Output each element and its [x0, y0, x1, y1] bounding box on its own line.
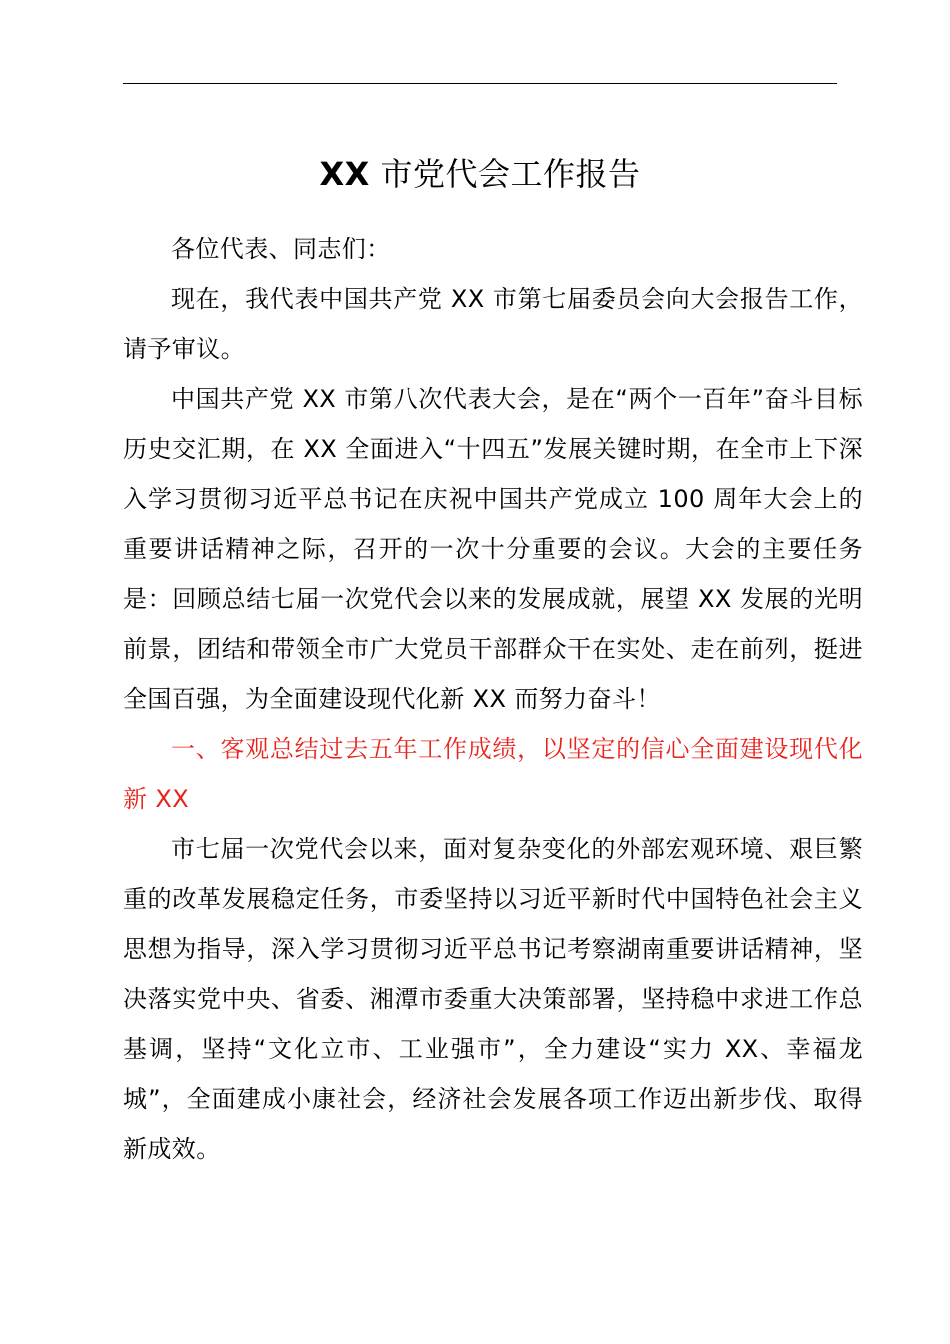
paragraph-intro: 现在，我代表中国共产党 XX 市第七届委员会向大会报告工作，请予审议。 — [123, 285, 863, 363]
title-code: XX — [319, 155, 370, 193]
section-heading-1: 一、客观总结过去五年工作成绩，以坚定的信心全面建设现代化新 XX — [123, 735, 863, 813]
document-title — [123, 148, 837, 200]
paragraph-congress-task: 中国共产党 XX 市第八次代表大会，是在“两个一百年”奋斗目标历史交汇期，在 XX 全面进入“十四五”发展关键时期，在全市上下深入学习贯彻习近平总书记在庆祝中国共产党成立 100 周年大会上的重要讲话精神之际，召开的一次十分重要的会议。大会的主要任务是：回顾总结七届一次党代会以来的发展成就，展望 XX 发展的光明前景，团结和带领全市广大党员干部群众干在实处、走在前列，挺进全国百强，为全面建设现代化新 XX 而努力奋斗！ — [123, 385, 863, 713]
header-rule — [123, 83, 837, 84]
paragraph-achievements: 市七届一次党代会以来，面对复杂变化的外部宏观环境、艰巨繁重的改革发展稳定任务，市委坚持以习近平新时代中国特色社会主义思想为指导，深入学习贯彻习近平总书记考察湖南重要讲话精神，坚决落实党中央、省委、湘潭市委重大决策部署，坚持稳中求进工作总基调，坚持“文化立市、工业强市”，全力建设“实力 XX、幸福龙城”，全面建成小康社会，经济社会发展各项工作迈出新步伐、取得新成效。 — [123, 835, 863, 1163]
document-body — [123, 224, 863, 1174]
salutation: 各位代表、同志们： — [171, 235, 391, 263]
title-text: 市党代会工作报告 — [369, 155, 641, 193]
